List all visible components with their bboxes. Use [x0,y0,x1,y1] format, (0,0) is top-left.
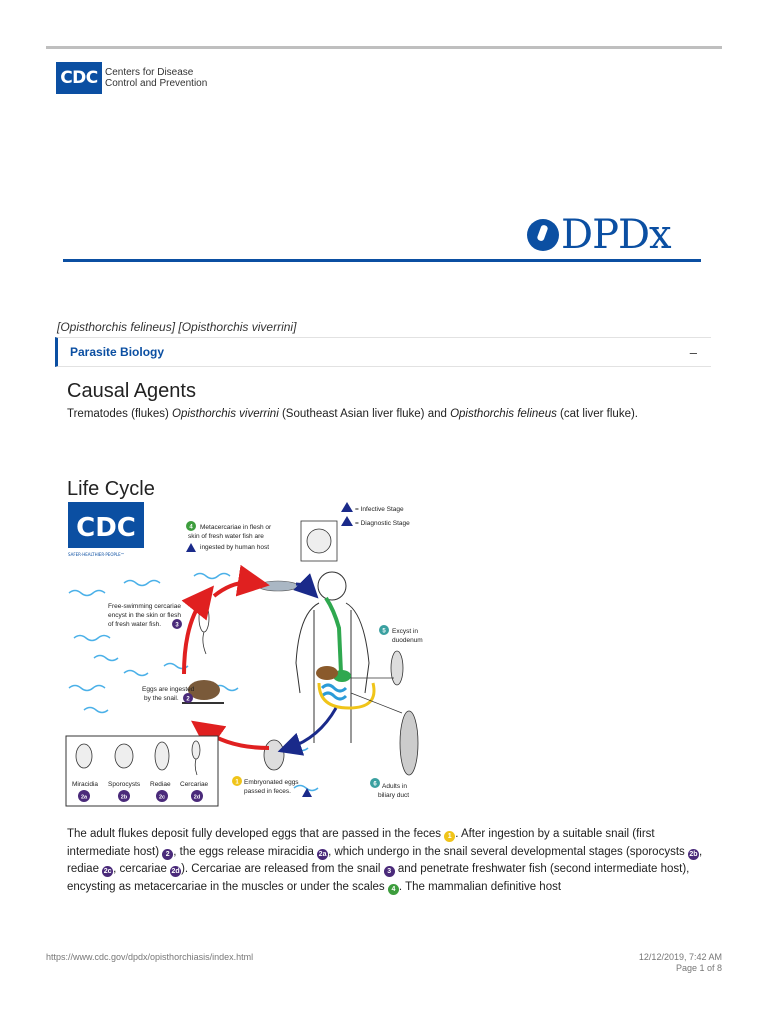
footer-url: https://www.cdc.gov/dpdx/opisthorchiasis/index.html [46,952,254,962]
collapse-icon[interactable]: – [689,344,697,360]
life-cycle-heading: Life Cycle [67,478,155,500]
life-cycle-diagram [64,498,434,810]
svg-text:ingested by human host: ingested by human host [200,544,270,551]
step-2d-badge: 2d [171,868,180,875]
svg-text:2d: 2d [193,794,201,801]
step-2-badge: 2 [162,849,173,860]
microscope-icon [527,219,559,251]
dpdx-wordmark: DPDx [561,212,671,258]
life-cycle-paragraph: The adult flukes deposit fully developed eggs that are passed in the feces 1 . After ingestion by a suitable snail (first intermediate host) 2 , the eggs release miracidia 2a , which undergo in the snail several developmental stages (sporocysts 2b, rediae 2c , cercariae 2d). Cercariae are released from the snail 3 and penetrate freshwater fish (second intermediate host), encysting as metacercariae in the muscles or under the scales 4 . The mammalian definitive host [67,828,703,893]
accordion-parasite-biology[interactable] [55,337,711,367]
footer-page-number: Page 1 of 8 [675,963,722,973]
svg-text:Embryonated eggs: Embryonated eggs [244,779,299,786]
svg-text:of fresh water fish.: of fresh water fish. [108,621,162,628]
dpdx-logo[interactable] [527,212,671,258]
species-links[interactable]: [Opisthorchis felineus] [Opisthorchis viverrini] [57,320,297,334]
step-1-badge: 1 [444,831,455,842]
svg-text:Sporocysts: Sporocysts [108,781,141,788]
svg-text:passed in feces.: passed in feces. [244,788,291,795]
svg-text:= Diagnostic Stage: = Diagnostic Stage [355,520,410,527]
step-2c-badge: 2c [103,868,112,875]
diagram-cdc-logo [68,502,144,557]
cdc-logo[interactable] [56,62,207,94]
svg-text:6: 6 [373,781,377,788]
svg-text:skin of fresh water fish are: skin of fresh water fish are [188,533,264,540]
svg-text:Free-swimming cercariae: Free-swimming cercariae [108,603,181,610]
svg-text:2b: 2b [120,794,128,801]
footer-datetime: 12/12/2019, 7:42 AM [638,952,722,962]
causal-agents-text: Trematodes (flukes) Opisthorchis viverrini (Southeast Asian liver fluke) and Opisthorchis felineus (cat liver fluke). [67,408,639,420]
svg-text:5: 5 [382,628,386,635]
step-3-badge: 3 [384,866,395,877]
svg-text:duodenum: duodenum [392,637,423,644]
svg-text:Miracidia: Miracidia [72,781,99,788]
top-divider [46,46,722,49]
svg-text:1: 1 [235,779,239,786]
svg-text:CDC: CDC [76,513,136,543]
svg-text:encyst in the skin or flesh: encyst in the skin or flesh [108,612,181,619]
footer-meta [639,952,722,974]
svg-text:Metacercariae in flesh or: Metacercariae in flesh or [200,524,272,531]
svg-text:Rediae: Rediae [150,781,171,788]
accordion-label: Parasite Biology [70,345,165,359]
svg-text:4: 4 [189,524,193,531]
svg-text:Excyst in: Excyst in [392,628,419,635]
cdc-org-name: Centers for Disease Control and Prevention [105,67,208,89]
cdc-logo-mark: CDC [56,62,102,94]
svg-text:biliary duct: biliary duct [378,792,410,799]
step-4-badge: 4 [388,884,399,895]
step-2a-badge: 2a [318,850,327,858]
causal-agents-heading: Causal Agents [67,380,196,402]
svg-text:Eggs are ingested: Eggs are ingested [142,686,195,693]
svg-text:Adults in: Adults in [382,783,407,790]
svg-text:2c: 2c [158,794,166,801]
svg-text:3: 3 [175,622,179,629]
svg-text:2: 2 [186,696,190,703]
header-rule [63,259,701,262]
svg-text:= Infective Stage: = Infective Stage [355,506,404,513]
diagram-legend [341,502,410,527]
svg-text:by the snail.: by the snail. [144,695,179,702]
svg-text:Cercariae: Cercariae [180,781,209,788]
step-2b-badge: 2b [689,850,698,858]
svg-text:SAFER·HEALTHIER·PEOPLE™: SAFER·HEALTHIER·PEOPLE™ [68,552,125,557]
svg-text:2a: 2a [80,794,88,801]
